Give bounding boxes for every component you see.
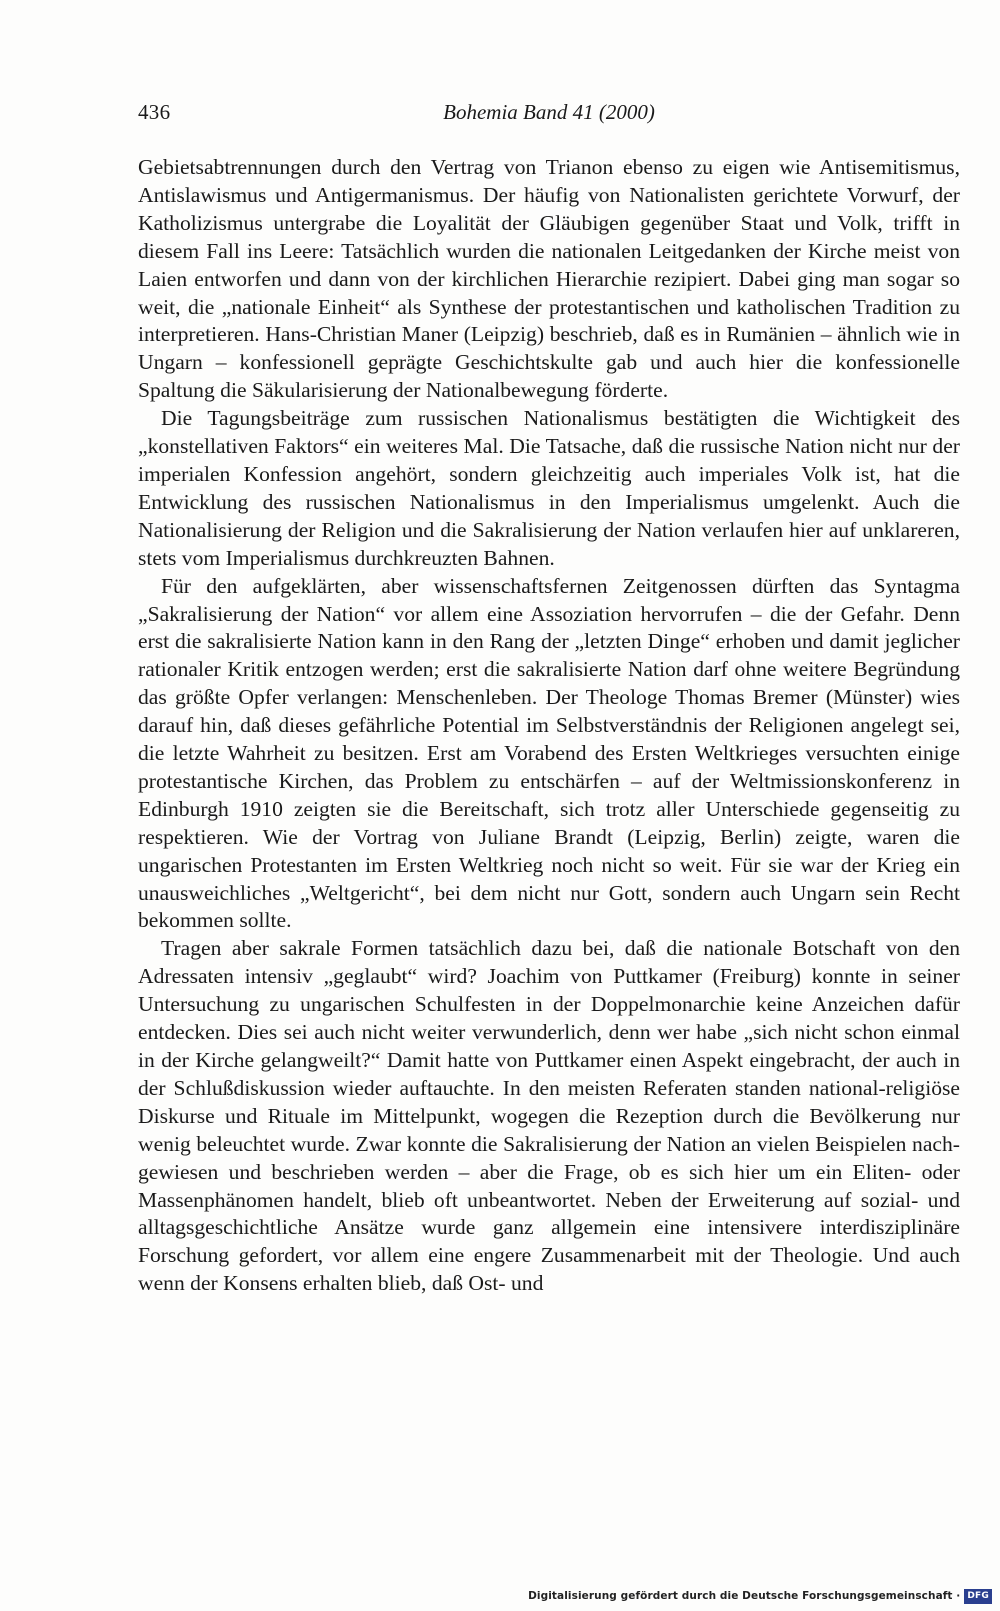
dfg-logo-icon: DFG [964,1589,992,1604]
running-title: Bohemia Band 41 (2000) [443,100,655,124]
digitization-footer [528,1587,992,1605]
digitization-credit: Digitalisierung gefördert durch die Deutsche Forschungsgemeinschaft · [528,1590,961,1602]
paragraph: Gebietsabtrennungen durch den Vertrag von Trianon ebenso zu eigen wie Antisemitismus, Antislawismus und Antigermanismus. Der häufig von Nationalisten gerichtete Vorwurf, der Katholizismus untergrabe die Loyalität der Gläubigen gegenüber Staat und Volk, trifft in diesem Fall ins Leere: Tatsächlich wurden die nationalen Leitgedanken der Kirche meist von Laien entworfen und dann von der kirchlichen Hierarchie rezipiert. Dabei ging man sogar so weit, die „nationale Einheit“ als Synthese der protestantischen und katholischen Tradition zu interpretieren. Hans-Christian Maner (Leipzig) beschrieb, daß es in Rumänien – ähnlich wie in Ungarn – konfessionell geprägte Geschichtskulte gab und auch hier die konfessionelle Spaltung die Säkularisierung der Nationalbewegung förderte. [138,155,960,403]
body-text [138,154,960,1298]
paragraph: Tragen aber sakrale Formen tatsächlich dazu bei, daß die nationale Botschaft von den Adressaten intensiv „geglaubt“ wird? Joachim von Puttkamer (Freiburg) konnte in seiner Untersuchung zu ungarischen Schulfesten in der Doppelmonarchie keine Anzeichen dafür entdecken. Dies sei auch nicht weiter verwunderlich, denn wer habe „sich nicht schon einmal in der Kirche gelangweilt?“ Damit hatte von Puttkamer einen Aspekt eingebracht, der auch in der Schlußdiskussion wieder auftauchte. In den meisten Referaten standen national-religiöse Diskurse und Rituale im Mittelpunkt, wogegen die Rezeption durch die Bevölkerung nur wenig beleuchtet wurde. Zwar konnte die Sakralisierung der Nation an vielen Beispielen nachgewiesen und beschrieben werden – aber die Frage, ob es sich hier um ein Eliten- oder Massenphänomen handelt, blieb oft unbeantwortet. Neben der Erweiterung auf sozial- und alltagsgeschichtliche Ansätze wurde ganz allgemein eine intensivere interdisziplinäre Forschung gefordert, vor allem eine engere Zusammenarbeit mit der Theologie. Und auch wenn der Konsens erhalten blieb, daß Ost- und [138,936,960,1296]
paragraph: Die Tagungsbeiträge zum russischen Nationalismus bestätigten die Wichtigkeit des „konstellativen Faktors“ ein weiteres Mal. Die Tatsache, daß die russische Nation nicht nur der imperialen Konfession angehört, sondern gleichzeitig auch imperiales Volk ist, hat die Entwicklung des russischen Nationalismus in den Imperialismus umgelenkt. Auch die Nationalisierung der Religion und die Sakralisierung der Nation verlaufen hier auf unklareren, stets vom Imperialismus durchkreuzten Bahnen. [138,406,960,570]
page-number: 436 [138,100,171,124]
page-header [138,100,960,130]
paragraph: Für den aufgeklärten, aber wissenschaftsfernen Zeitgenossen dürften das Syntagma „Sakralisierung der Nation“ vor allem eine Assoziation hervorrufen – die der Gefahr. Denn erst die sakralisierte Nation kann in den Rang der „letzten Dinge“ erhoben und damit jeglicher rationaler Kritik entzogen werden; erst die sakralisierte Nation darf ohne weitere Begründung das größte Opfer verlangen: Menschenleben. Der Theologe Thomas Bremer (Münster) wies darauf hin, daß dieses gefährliche Potential im Selbstverständnis der Religionen angelegt sei, die letzte Wahrheit zu besitzen. Erst am Vorabend des Ersten Weltkrieges versuchten einige protestantische Kirchen, das Problem zu entschärfen – auf der Weltmissionskonferenz in Edinburgh 1910 zeigten sie die Bereitschaft, sich trotz aller Unterschiede gegenseitig zu respektieren. Wie der Vortrag von Juliane Brandt (Leipzig, Berlin) zeigte, waren die ungarischen Protestanten im Ersten Weltkrieg noch nicht so weit. Für sie war der Krieg ein unausweichliches „Weltgericht“, bei dem nicht nur Gott, sondern auch Ungarn sein Recht bekommen sollte. [138,573,960,933]
